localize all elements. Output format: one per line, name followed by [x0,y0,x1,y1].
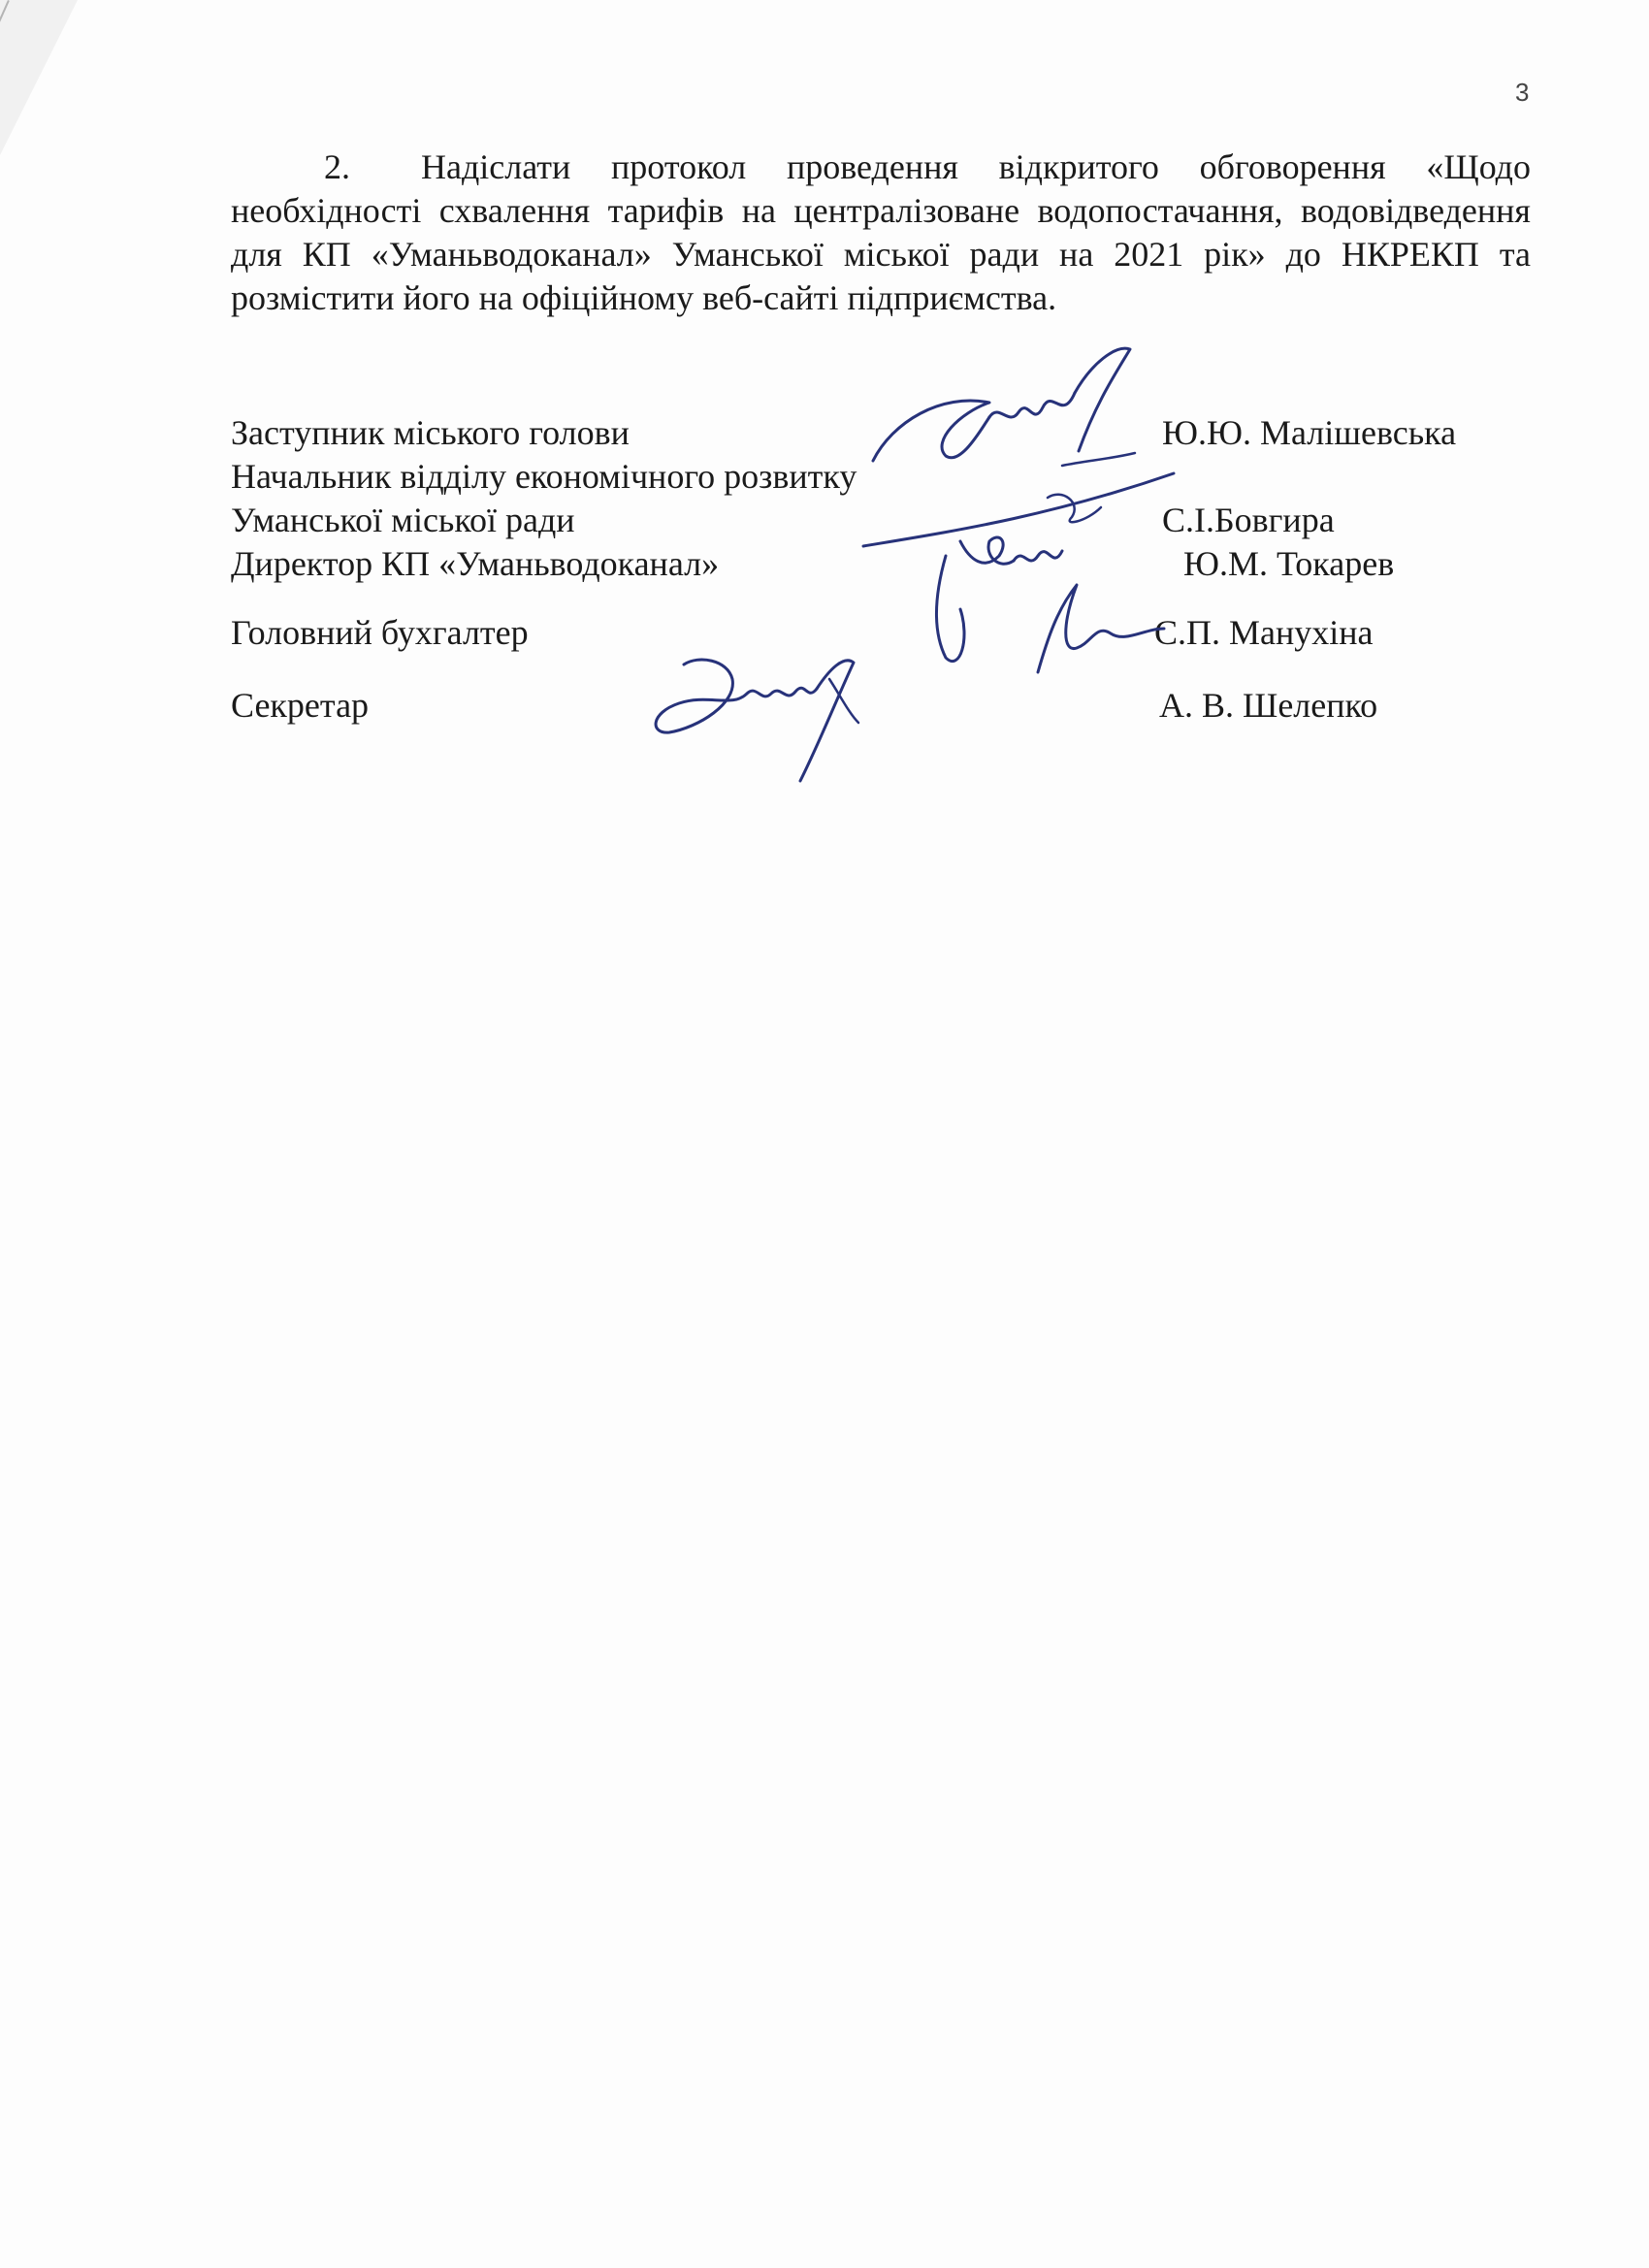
paragraph-number: 2. [324,147,350,186]
director-name: Ю.М. Токарев [1183,544,1395,583]
secretary-position: Секретар [231,686,370,725]
resolution-paragraph [231,146,1531,320]
econ-dept-position-line2: Уманської міської ради [231,501,575,539]
page-corner-fold [0,0,78,155]
econ-dept-position-line1: Начальник відділу економічного розвитку [231,457,857,496]
director-signature [854,464,1203,706]
director-position: Директор КП «Уманьводоканал» [231,544,720,583]
accountant-name: С.П. Манухіна [1154,613,1374,652]
secretary-name: А. В. Шелепко [1159,686,1378,725]
deputy-head-name: Ю.Ю. Малішевська [1162,413,1457,452]
deputy-head-position: Заступник міського голови [231,413,630,452]
econ-dept-name: С.І.Бовгира [1162,501,1335,539]
deputy-head-signature [854,335,1164,490]
page-number: 3 [1515,78,1530,107]
secretary-signature [640,635,873,800]
accountant-position: Головний бухгалтер [231,613,529,652]
paragraph-text: Надіслати протокол проведення відкритого обговорення «Щодо необхідності схвалення тарифів на централізоване водопостачання, водовідведення для КП «Уманьводоканал» Уманської міської ради на 2021 рік» до НКРЕКП та розмістити його на офіційному веб-сайті підприємства. [231,147,1531,317]
